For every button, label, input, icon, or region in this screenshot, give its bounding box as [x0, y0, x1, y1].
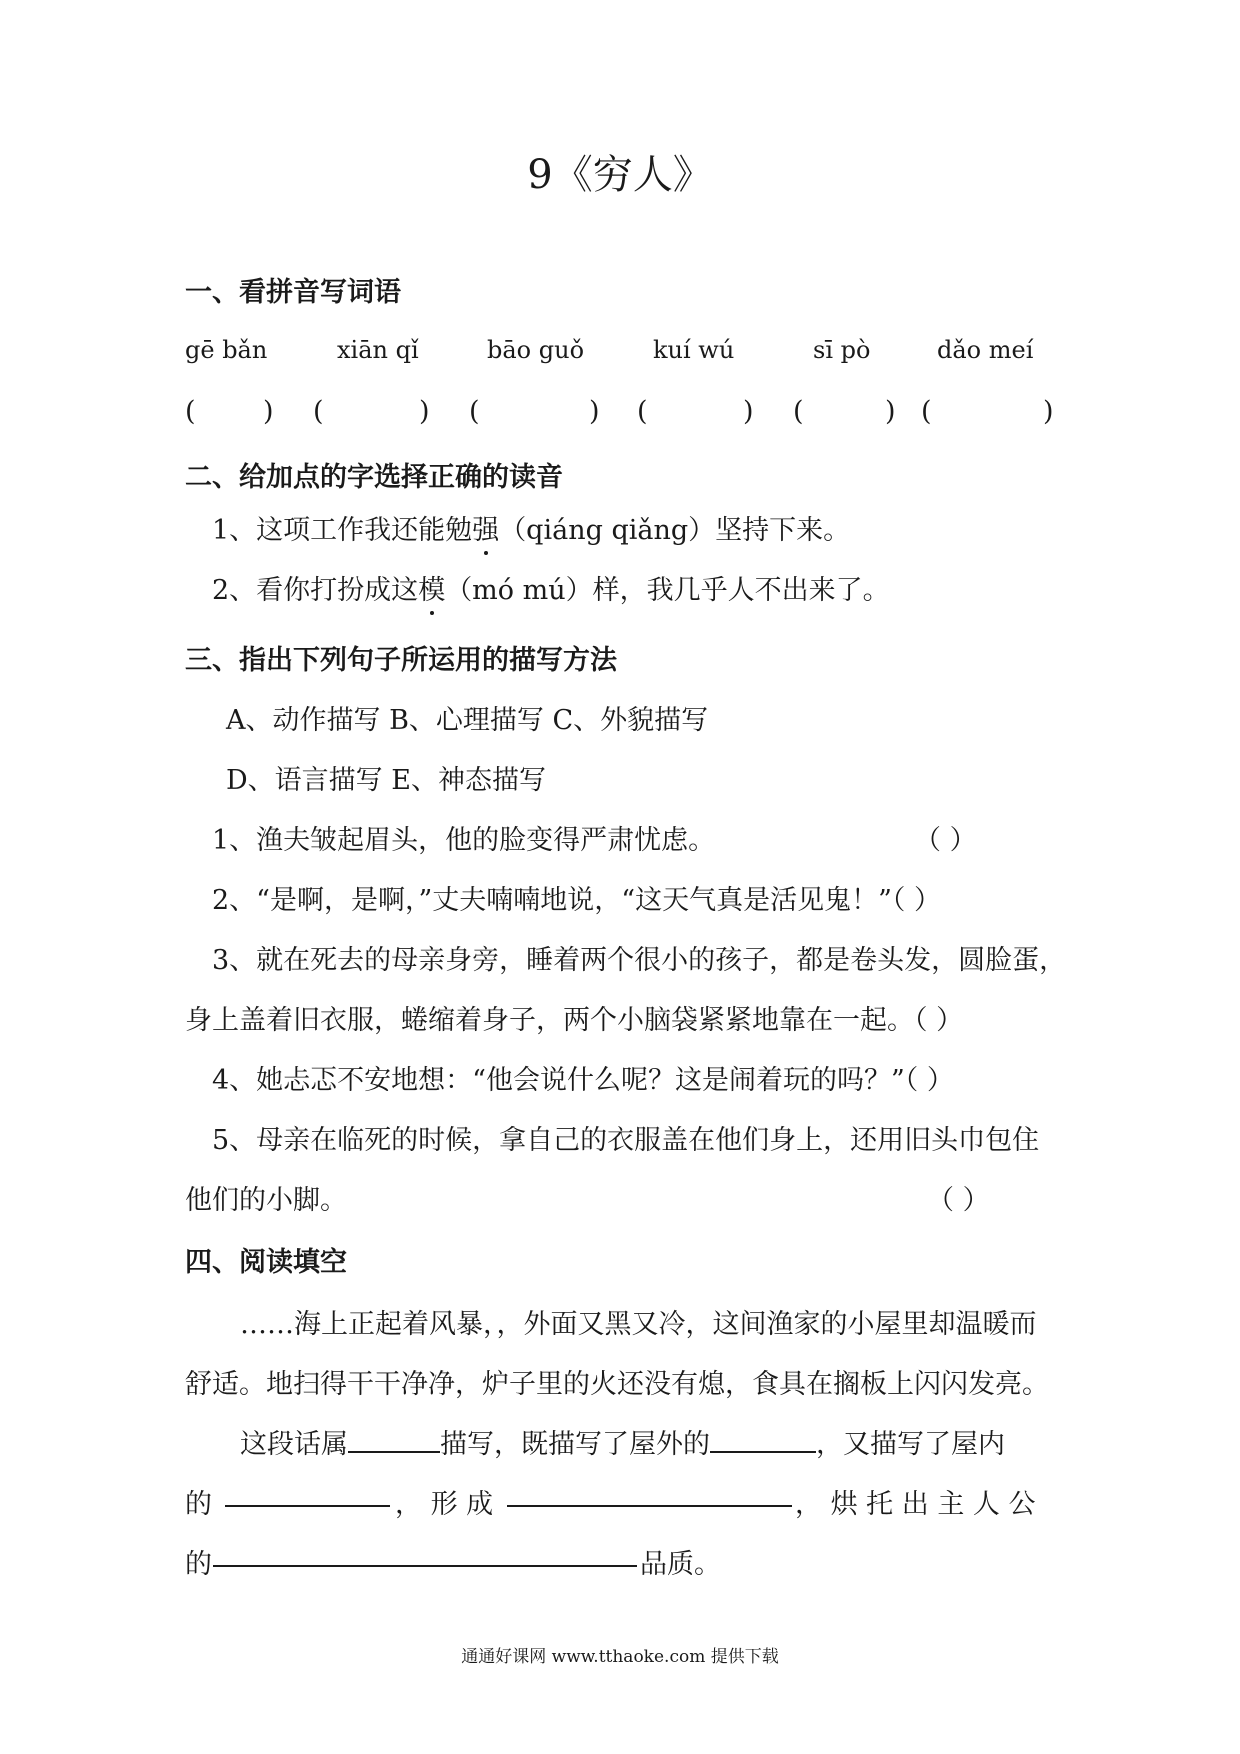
- dotted-char-2: 模: [418, 575, 446, 606]
- dotted-char-1: 强: [472, 515, 500, 546]
- fill-text-g: 的: [185, 1549, 212, 1580]
- fill-blank-4[interactable]: [507, 1505, 792, 1507]
- fill-line-1: [240, 1422, 1005, 1461]
- page-title: 9《穷人》: [527, 152, 713, 198]
- options-line-2: D、语言描写 E、神态描写: [226, 765, 546, 796]
- question-3-5-line2: 他们的小脚。: [185, 1185, 347, 1216]
- fill-text-b: 描写，既描写了屋外的: [440, 1429, 710, 1460]
- pinyin-1: gē bǎn: [185, 336, 268, 364]
- pinyin-6: dǎo meí: [937, 336, 1034, 364]
- fill-text-h: 品质。: [640, 1549, 721, 1580]
- question-2-2: [212, 568, 890, 607]
- answer-paren-3-1: （ ）: [914, 825, 977, 856]
- fill-text-d: 的: [185, 1489, 212, 1520]
- fill-blank-1[interactable]: [348, 1427, 440, 1453]
- q2-2-post: （mó mú）样，我几乎人不出来了。: [445, 575, 890, 606]
- fill-blank-3[interactable]: [225, 1505, 390, 1507]
- fill-blank-2[interactable]: [710, 1427, 816, 1453]
- pinyin-5: sī pò: [813, 336, 871, 364]
- fill-text-f: ， 烘 托 出 主 人 公: [795, 1489, 1036, 1520]
- section1-heading: 一、看拼音写词语: [185, 277, 401, 308]
- section4-heading: 四、阅读填空: [185, 1247, 347, 1278]
- section2-heading: 二、给加点的字选择正确的读音: [185, 462, 563, 493]
- fill-text-e: ， 形 成: [395, 1489, 494, 1520]
- question-3-3-line2: 身上盖着旧衣服，蜷缩着身子，两个小脑袋紧紧地靠在一起。（ ）: [185, 1005, 964, 1036]
- section3-heading: 三、指出下列句子所运用的描写方法: [185, 645, 617, 676]
- fill-blank-5[interactable]: [213, 1565, 637, 1567]
- options-line-1: A、动作描写 B、心理描写 C、外貌描写: [226, 705, 709, 736]
- q2-2-pre: 2、看你打扮成这: [212, 575, 419, 606]
- question-3-3-line1: 3、就在死去的母亲身旁，睡着两个很小的孩子，都是卷头发，圆脸蛋，: [212, 945, 1067, 976]
- q2-1-pre: 1、这项工作我还能勉: [212, 515, 473, 546]
- question-3-5-line1: 5、母亲在临死的时候，拿自己的衣服盖在他们身上，还用旧头巾包住: [212, 1125, 1040, 1156]
- passage-line-2: 舒适。地扫得干干净净，炉子里的火还没有熄，食具在搁板上闪闪发亮。: [185, 1369, 1049, 1400]
- question-2-1: [212, 508, 850, 547]
- fill-text-c: ，又描写了屋内: [816, 1429, 1005, 1460]
- pinyin-2: xiān qǐ: [337, 336, 419, 364]
- footer-text: 通通好课网 www.tthaoke.com 提供下载: [461, 1647, 779, 1667]
- passage-line-1: ……海上正起着风暴，，外面又黑又冷，这间渔家的小屋里却温暖而: [240, 1309, 1037, 1340]
- answer-paren-3-5: （ ）: [927, 1185, 990, 1216]
- question-3-4: 4、她忐忑不安地想：“他会说什么呢？这是闹着玩的吗？”（ ）: [212, 1065, 954, 1096]
- q2-1-post: （qiáng qiǎng）坚持下来。: [499, 515, 851, 546]
- question-3-2: 2、“是啊，是啊，”丈夫喃喃地说，“这天气真是活见鬼！”（ ）: [212, 885, 941, 916]
- fill-text-a: 这段话属: [240, 1429, 348, 1460]
- question-3-1: 1、渔夫皱起眉头，他的脸变得严肃忧虑。: [212, 825, 716, 856]
- pinyin-4: kuí wú: [653, 336, 735, 364]
- pinyin-3: bāo guǒ: [487, 336, 585, 364]
